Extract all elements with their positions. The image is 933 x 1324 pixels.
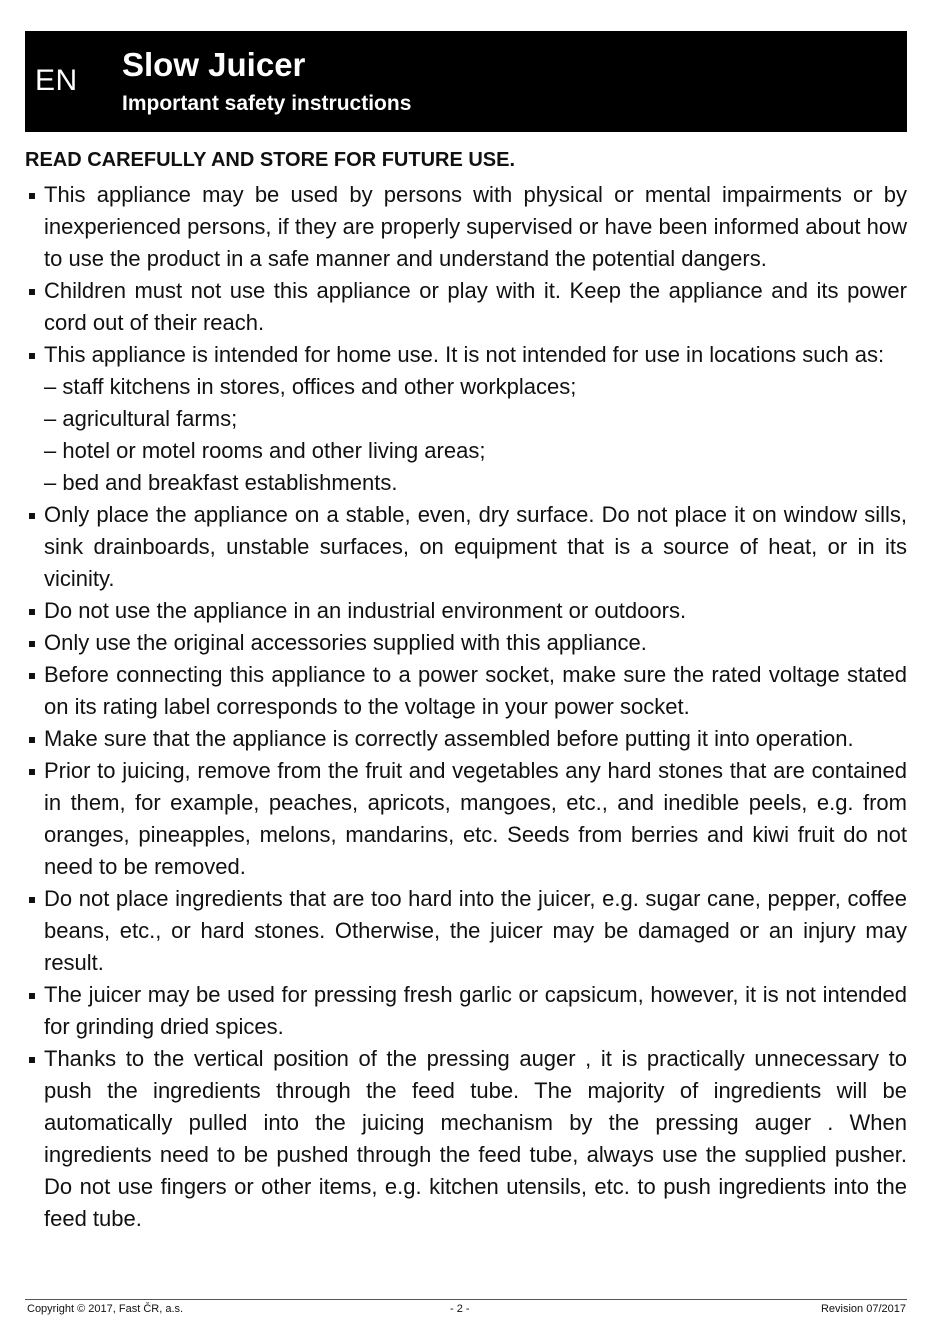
- bullet-icon: [29, 993, 35, 999]
- list-item-text: The juicer may be used for pressing fresh garlic or capsicum, however, it is not intended for grinding dried spices.: [44, 982, 907, 1039]
- bullet-icon: [29, 897, 35, 903]
- list-item-text: Before connecting this appliance to a power socket, make sure the rated voltage stated on its rating label corresponds to the voltage in your power socket.: [44, 662, 907, 719]
- bullet-icon: [29, 609, 35, 615]
- list-item: [25, 499, 907, 595]
- bullet-icon: [29, 641, 35, 647]
- list-item-text: This appliance may be used by persons with physical or mental impairments or by inexperienced persons, if they are properly supervised or have been informed about how to use the product in a safe manner and understand the potential dangers.: [44, 182, 907, 271]
- bullet-icon: [29, 1057, 35, 1063]
- list-item-text: Only use the original accessories supplied with this appliance.: [44, 630, 647, 655]
- list-item: [25, 339, 907, 499]
- list-item: [25, 275, 907, 339]
- list-item-text: Make sure that the appliance is correctly assembled before putting it into operation.: [44, 726, 854, 751]
- footer-divider: [25, 1299, 907, 1300]
- list-item-text: Do not use the appliance in an industrial environment or outdoors.: [44, 598, 687, 623]
- footer-page-number: - 2 -: [450, 1303, 470, 1315]
- list-item: [25, 179, 907, 275]
- list-item-text: Do not place ingredients that are too hard into the juicer, e.g. sugar cane, pepper, coffee beans, etc., or hard stones. Otherwise, the juicer may be damaged or an injury may result.: [44, 886, 907, 975]
- language-code: EN: [35, 64, 78, 97]
- list-item: [25, 1043, 907, 1235]
- read-carefully-notice: READ CAREFULLY AND STORE FOR FUTURE USE.: [25, 149, 516, 171]
- sub-list-item: – hotel or motel rooms and other living areas;: [44, 438, 486, 463]
- list-item-text: This appliance is intended for home use. It is not intended for use in locations such as:: [44, 342, 885, 367]
- bullet-icon: [29, 737, 35, 743]
- safety-instructions-list: [25, 179, 907, 1235]
- list-item: [25, 659, 907, 723]
- list-item: [25, 595, 907, 627]
- footer-revision: Revision 07/2017: [820, 1303, 906, 1315]
- bullet-icon: [29, 353, 35, 359]
- document-title: Slow Juicer: [122, 46, 306, 83]
- footer-copyright: Copyright © 2017, Fast ČR, a.s.: [27, 1303, 184, 1315]
- sub-list-item: – staff kitchens in stores, offices and other workplaces;: [44, 374, 577, 399]
- sub-list-item: – bed and breakfast establishments.: [44, 470, 398, 495]
- bullet-icon: [29, 513, 35, 519]
- sub-list-item: – agricultural farms;: [44, 406, 238, 431]
- bullet-icon: [29, 673, 35, 679]
- list-item: [25, 627, 907, 659]
- bullet-icon: [29, 289, 35, 295]
- list-item: [25, 883, 907, 979]
- bullet-icon: [29, 193, 35, 199]
- document-subtitle: Important safety instructions: [122, 92, 412, 115]
- list-item-text: Thanks to the vertical position of the pressing auger , it is practically unnecessary to push the ingredients through the feed tube. The majority of ingredients will be automatically pulled into the juicing mechanism by the pressing auger . When ingredients need to be pushed through the feed tube, always use the supplied pusher. Do not use fingers or other items, e.g. kitchen utensils, etc. to push ingredients into the feed tube.: [44, 1046, 907, 1231]
- list-item: [25, 979, 907, 1043]
- list-item: [25, 755, 907, 883]
- list-item-text: Only place the appliance on a stable, even, dry surface. Do not place it on window sills, sink drainboards, unstable surfaces, on equipment that is a source of heat, or in its vicinity.: [44, 502, 907, 591]
- list-item-text: Children must not use this appliance or play with it. Keep the appliance and its power cord out of their reach.: [44, 278, 907, 335]
- header-banner: [25, 31, 907, 132]
- list-item: [25, 723, 907, 755]
- list-item-text: Prior to juicing, remove from the fruit and vegetables any hard stones that are contained in them, for example, peaches, apricots, mangoes, etc., and inedible peels, e.g. from oranges, pineapples, melons, mandarins, etc. Seeds from berries and kiwi fruit do not need to be removed.: [44, 758, 907, 879]
- bullet-icon: [29, 769, 35, 775]
